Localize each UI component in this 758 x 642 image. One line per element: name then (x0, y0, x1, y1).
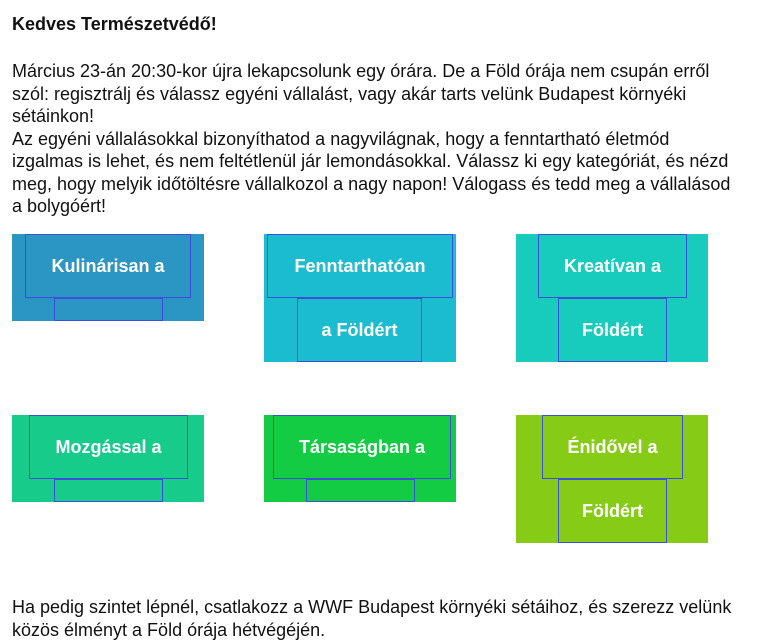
category-tile-sustainable-line1[interactable]: Fenntarthatóan (267, 234, 453, 298)
category-tile-social-line1[interactable]: Társaságban a (273, 415, 451, 479)
category-tile-creative[interactable] (516, 234, 708, 362)
category-tile-social[interactable] (264, 415, 456, 502)
category-tile-sustainable-line2[interactable]: a Földért (297, 298, 422, 362)
closing-text: Ha pedig szintet lépnél, csatlakozz a WWF Budapest környéki sétáihoz, és szerezz velünk közös élményt a Föld órája hétvégéjén. (12, 597, 732, 640)
intro-paragraph-2: Az egyéni vállalásokkal bizonyíthatod a nagyvilágnak, hogy a fenntartható életmód izgalmas is lehet, és nem feltétlenül jár lemondásokkal. Válassz ki egy kategóriát, és nézd meg, hogy melyik időtöltésre vállalkozol a nagy napon! Válogass és tedd meg a vállalásod a bolygóért! (12, 128, 731, 216)
intro-paragraph-1: Március 23-án 20:30-kor újra lekapcsolunk egy órára. De a Föld órája nem csupán erről szól: regisztrálj és válassz egyéni vállalást, vagy akár tarts velünk Budapest környéki sétáinkon! (12, 61, 710, 126)
greeting-heading: Kedves Természetvédő! (12, 14, 217, 34)
category-tile-creative-line1[interactable]: Kreatívan a (538, 234, 687, 298)
category-tile-sustainable[interactable] (264, 234, 456, 362)
category-tile-movement[interactable] (12, 415, 204, 502)
category-tile-culinary-line1[interactable]: Kulinárisan a (25, 234, 191, 298)
category-tile-creative-line2[interactable]: Földért (558, 298, 667, 362)
intro-text (12, 60, 742, 218)
category-tile-social-line2[interactable] (306, 479, 415, 502)
category-tile-culinary-line2[interactable] (54, 298, 163, 321)
category-tile-metime[interactable] (516, 415, 708, 543)
category-tile-movement-line1[interactable]: Mozgással a (29, 415, 188, 479)
category-tile-movement-line2[interactable] (54, 479, 163, 502)
category-tile-metime-line1[interactable]: Énidővel a (542, 415, 683, 479)
category-tile-metime-line2[interactable]: Földért (558, 479, 667, 543)
category-tile-culinary[interactable] (12, 234, 204, 321)
